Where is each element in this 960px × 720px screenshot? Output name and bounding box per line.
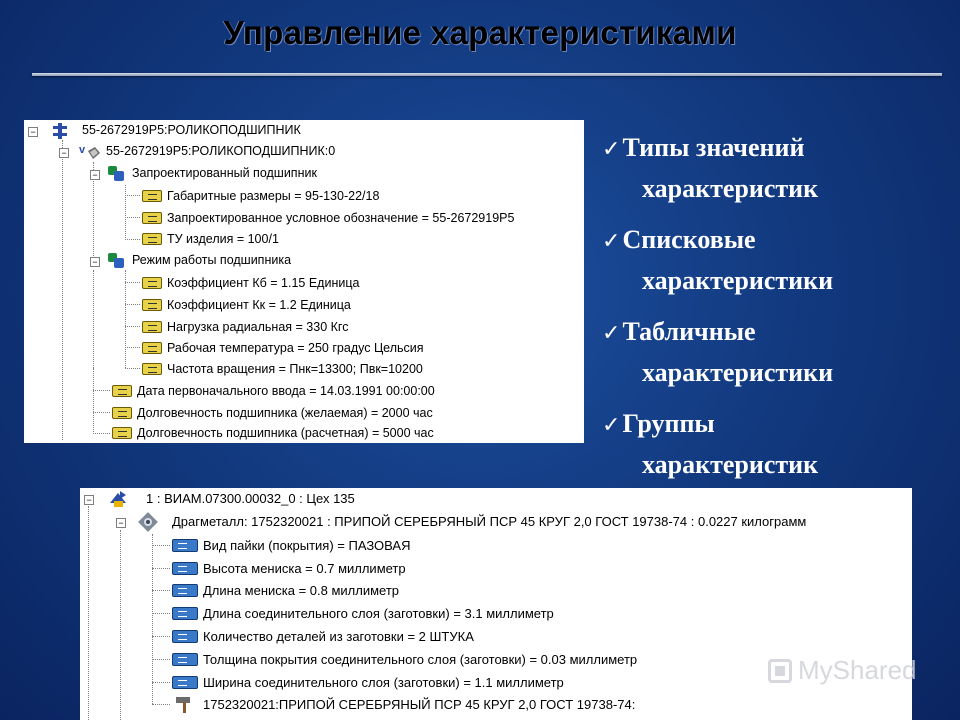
tree-attribute-row[interactable] [172, 625, 474, 647]
attribute-icon [112, 385, 132, 397]
collapse-toggle[interactable]: − [90, 170, 100, 180]
bearing-characteristics-tree[interactable] [24, 120, 584, 443]
bullet-line: Типы значений [622, 133, 805, 162]
group-icon [108, 165, 125, 182]
tree-attribute-row[interactable] [142, 316, 348, 338]
tree-node-label: ТУ изделия = 100/1 [167, 232, 279, 246]
bullet-groups [602, 404, 942, 484]
attribute-icon [172, 630, 198, 643]
tree-attribute-row[interactable] [142, 228, 279, 250]
tree-node-label: Долговечность подшипника (желаемая) = 2000 час [137, 406, 433, 420]
attribute-icon [172, 676, 198, 689]
bullet-list-characteristics [602, 220, 942, 300]
attribute-icon [172, 562, 198, 575]
tree-attribute-row[interactable] [172, 557, 406, 579]
tree-node-label: Коэффициент Кк = 1.2 Единица [167, 298, 351, 312]
bullet-line: характеристики [642, 266, 834, 295]
attribute-icon [172, 653, 198, 666]
tree-node-label: Длина соединительного слоя (заготовки) = 3.1 миллиметр [203, 605, 554, 621]
myshared-logo-icon [768, 659, 792, 683]
tree-node-label: Дата первоначального ввода = 14.03.1991 00:00:00 [137, 384, 435, 398]
tree-attribute-row[interactable] [112, 402, 433, 424]
tree-attribute-row[interactable] [142, 294, 351, 316]
bullet-line: характеристик [642, 174, 819, 203]
attribute-icon [172, 584, 198, 597]
attribute-icon [142, 321, 162, 333]
tree-node-label: 55-2672919Р5:РОЛИКОПОДШИПНИК:0 [106, 144, 336, 158]
workshop-icon [108, 489, 128, 509]
bullet-line: Табличные [622, 317, 756, 346]
bearing-root-icon [52, 123, 68, 139]
tree-node-label: Запроектированное условное обозначение = 55-2672919Р5 [167, 211, 515, 225]
bullet-line: Списковые [622, 225, 756, 254]
tree-material-row[interactable] [172, 693, 635, 715]
tree-node-label: 1 : ВИАМ.07300.00032_0 : Цех 135 [146, 491, 355, 506]
svg-text:v: v [79, 144, 86, 156]
checkmark-icon: ✓ [602, 413, 621, 438]
collapse-toggle[interactable]: − [116, 518, 126, 528]
attribute-icon [112, 407, 132, 419]
attribute-icon [142, 299, 162, 311]
tree-attribute-row[interactable] [172, 579, 399, 601]
tree-node-label: Коэффициент Кб = 1.15 Единица [167, 276, 360, 290]
attribute-icon [172, 607, 198, 620]
attribute-icon [142, 233, 162, 245]
attribute-icon [142, 277, 162, 289]
attribute-icon [142, 342, 162, 354]
collapse-toggle[interactable]: − [59, 148, 69, 158]
tree-attribute-row[interactable] [142, 207, 514, 229]
tree-attribute-row[interactable] [112, 380, 435, 402]
attribute-icon [142, 190, 162, 202]
attribute-icon [112, 427, 132, 439]
group-icon [108, 252, 125, 269]
attribute-icon [142, 363, 162, 375]
bullet-value-types [602, 128, 942, 208]
tree-node-label: 1752320021:ПРИПОЙ СЕРЕБРЯНЫЙ ПСР 45 КРУГ 2,0 ГОСТ 19738-74: [203, 696, 636, 712]
tree-node-label: Режим работы подшипника [132, 253, 292, 267]
version-icon [79, 143, 101, 161]
tree-attribute-row[interactable] [142, 185, 379, 207]
watermark-text: MyShared [798, 655, 917, 685]
tree-attribute-row[interactable] [142, 358, 423, 380]
tree-node-label: 55-2672919Р5:РОЛИКОПОДШИПНИК [82, 123, 301, 137]
collapse-toggle[interactable]: − [28, 127, 38, 137]
slide-title: Управление характеристиками [223, 14, 737, 51]
tree-node-label: Длина мениска = 0.8 миллиметр [203, 582, 400, 598]
tree-attribute-row[interactable] [142, 272, 359, 294]
material-icon [138, 512, 158, 532]
checkmark-icon: ✓ [602, 137, 621, 162]
tree-node-label: Частота вращения = Пнк=13300; Пвк=10200 [167, 362, 423, 376]
watermark [768, 655, 917, 686]
attribute-icon [142, 212, 162, 224]
hammer-icon [172, 695, 198, 713]
bullet-line: характеристики [642, 358, 834, 387]
tree-node-label: Драгметалл: 1752320021 : ПРИПОЙ СЕРЕБРЯНЫЙ ПСР 45 КРУГ 2,0 ГОСТ 19738-74 : 0.0227 килограмм [172, 514, 807, 529]
attribute-icon [172, 539, 198, 552]
collapse-toggle[interactable]: − [84, 495, 94, 505]
tree-attribute-row[interactable] [172, 602, 554, 624]
tree-attribute-row[interactable] [172, 671, 564, 693]
tree-attribute-row[interactable] [172, 534, 410, 556]
tree-node-label: Вид пайки (покрытия) = ПАЗОВАЯ [203, 537, 411, 553]
tree-node-label: Нагрузка радиальная = 330 Кгс [167, 320, 349, 334]
tree-node-label: Долговечность подшипника (расчетная) = 5000 час [137, 426, 434, 440]
bullet-line: характеристик [642, 450, 819, 479]
tree-node-label: Рабочая температура = 250 градус Цельсия [167, 341, 424, 355]
bullet-table-characteristics [602, 312, 942, 392]
tree-attribute-row[interactable] [172, 648, 637, 670]
collapse-toggle[interactable]: − [90, 257, 100, 267]
feature-bullet-list [602, 128, 942, 496]
tree-node-label: Запроектированный подшипник [132, 166, 317, 180]
tree-node-label: Ширина соединительного слоя (заготовки) = 1.1 миллиметр [203, 674, 564, 690]
checkmark-icon: ✓ [602, 229, 621, 254]
title-underline [32, 73, 942, 76]
bullet-line: Группы [622, 409, 715, 438]
tree-node-label: Высота мениска = 0.7 миллиметр [203, 560, 406, 576]
tree-attribute-row[interactable] [112, 422, 434, 443]
checkmark-icon: ✓ [602, 321, 621, 346]
tree-node-label: Толщина покрытия соединительного слоя (заготовки) = 0.03 миллиметр [203, 651, 638, 667]
tree-node-label: Габаритные размеры = 95-130-22/18 [167, 189, 380, 203]
tree-node-label: Количество деталей из заготовки = 2 ШТУКА [203, 628, 474, 644]
tree-attribute-row[interactable] [142, 337, 424, 359]
